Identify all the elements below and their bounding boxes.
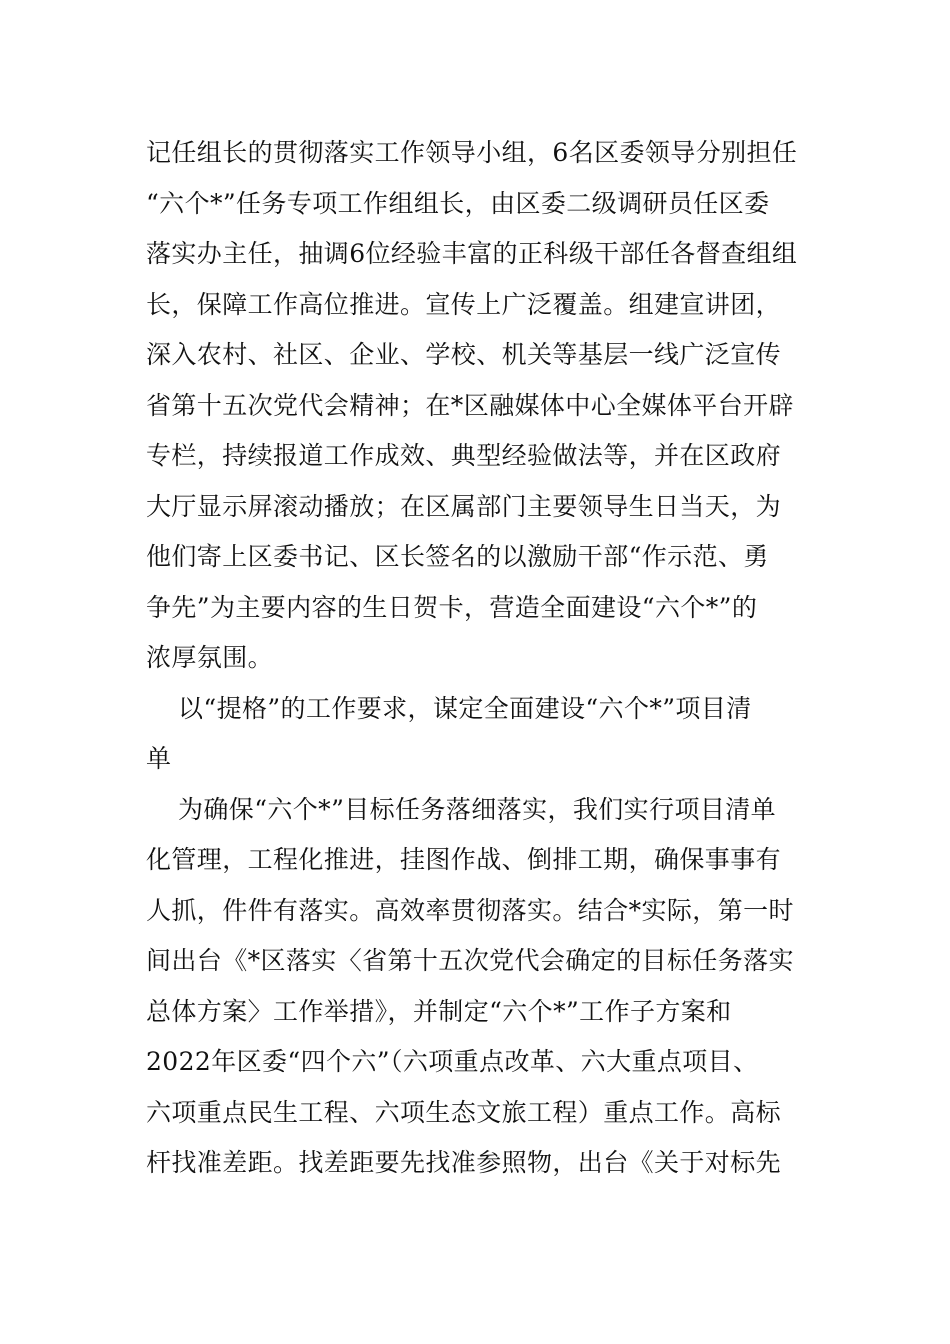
text-line: 争先”为主要内容的生日贺卡，营造全面建设“六个*”的 xyxy=(146,592,758,622)
text-line: 他们寄上区委书记、区长签名的以激励干部“作示范、勇 xyxy=(146,542,769,571)
text-line: 大厅显示屏滚动播放；在区属部门主要领导生日当天，为 xyxy=(146,491,782,521)
text-line: 专栏，持续报道工作成效、典型经验做法等，并在区政府 xyxy=(146,441,782,470)
text-line: 落实办主任，抽调6位经验丰富的正科级干部任各督查组组 xyxy=(146,239,798,268)
text-line: 间出台《*区落实〈省第十五次党代会确定的目标任务落实 xyxy=(146,946,794,975)
text-line: 六项重点民生工程、六项生态文旅工程）重点工作。高标 xyxy=(146,1097,782,1127)
text-line: “六个*”任务专项工作组组长，由区委二级调研员任区委 xyxy=(146,188,770,218)
text-line: 2022年区委“四个六”（六项重点改革、六大重点项目、 xyxy=(146,1047,759,1076)
text-line: 浓厚氛围。 xyxy=(146,643,274,672)
text-line: 深入农村、社区、企业、学校、机关等基层一线广泛宣传 xyxy=(146,340,782,369)
text-line: 化管理，工程化推进，挂图作战、倒排工期，确保事事有 xyxy=(146,845,782,874)
text-line: 人抓，件件有落实。高效率贯彻落实。结合*实际，第一时 xyxy=(146,895,794,925)
text-line: 省第十五次党代会精神；在*区融媒体中心全媒体平台开辟 xyxy=(146,390,794,420)
text-line: 长，保障工作高位推进。宣传上广泛覆盖。组建宣讲团， xyxy=(146,289,782,319)
text-line: 记任组长的贯彻落实工作领导小组，6名区委领导分别担任 xyxy=(146,138,798,167)
text-line: 杆找准差距。找差距要先找准参照物，出台《关于对标先 xyxy=(146,1148,782,1177)
text-line: 总体方案〉工作举措》，并制定“六个*”工作子方案和 xyxy=(146,996,732,1026)
text-line: 为确保“六个*”目标任务落细落实，我们实行项目清单 xyxy=(178,794,777,824)
body-text xyxy=(146,128,826,1189)
section-heading-line: 以“提格”的工作要求，谋定全面建设“六个*”项目清 xyxy=(178,693,752,723)
section-heading-line: 单 xyxy=(146,744,172,773)
